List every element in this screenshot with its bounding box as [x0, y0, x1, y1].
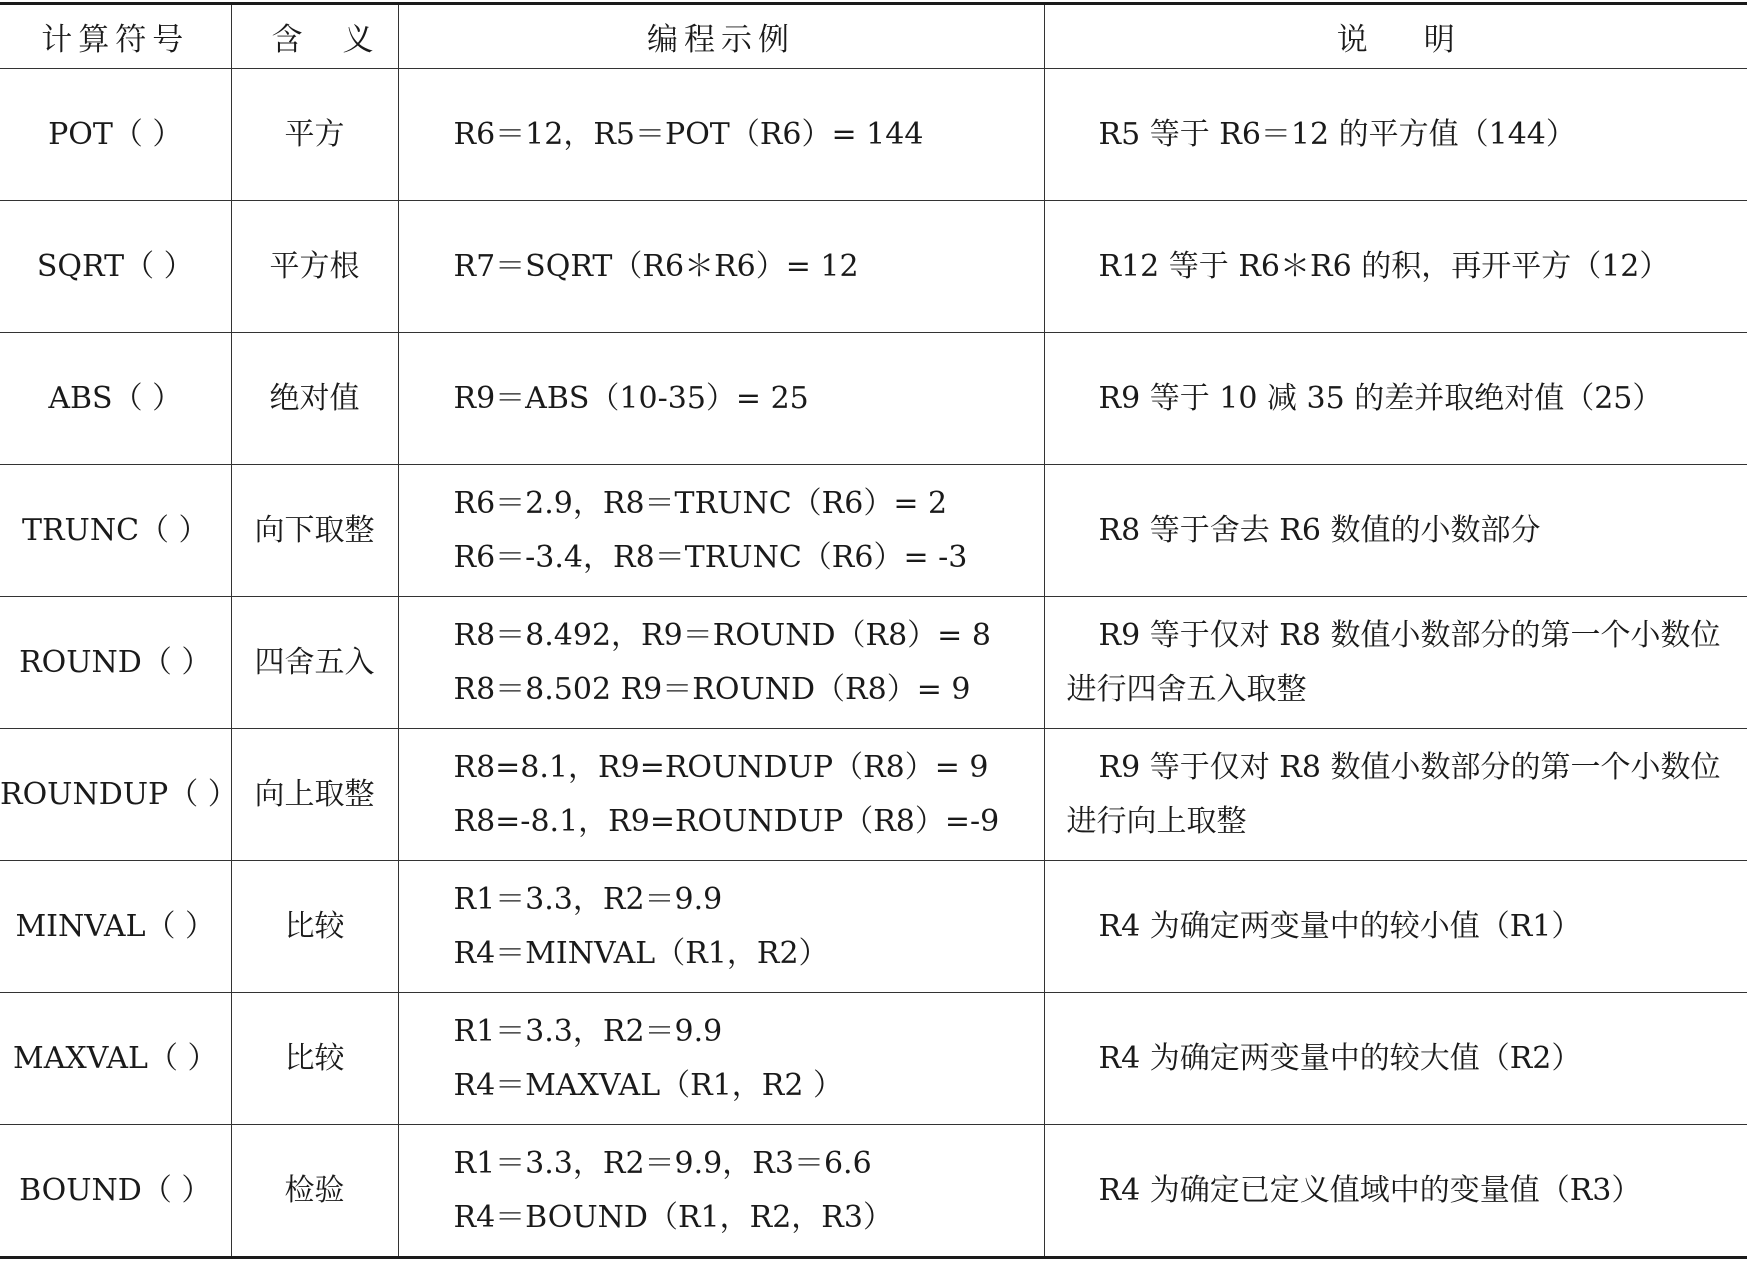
cell-symbol: ROUNDUP（ ）	[0, 729, 231, 861]
description-text: R5 等于 R6＝12 的平方值（144）	[1098, 116, 1576, 152]
cell-description	[1044, 201, 1747, 333]
example-line: R8＝8.502 R9＝ROUND（R8）= 9	[453, 671, 971, 707]
cell-meaning: 平方根	[231, 201, 398, 333]
description-text: R9 等于仅对 R8 数值小数部分的第一个小数位进行向上取整	[1066, 749, 1721, 839]
cell-description	[1044, 69, 1747, 201]
description-text: R9 等于仅对 R8 数值小数部分的第一个小数位进行四舍五入取整	[1066, 617, 1721, 707]
example-line: R6＝-3.4，R8＝TRUNC（R6）= -3	[453, 539, 968, 575]
description-text: R4 为确定两变量中的较大值（R2）	[1098, 1040, 1582, 1076]
cell-meaning: 比较	[231, 861, 398, 993]
cell-description	[1044, 597, 1747, 729]
cell-symbol: POT（ ）	[0, 69, 231, 201]
header-description: 说明	[1044, 4, 1747, 69]
arithmetic-functions-table	[0, 2, 1747, 1259]
cell-description	[1044, 1125, 1747, 1258]
cell-description	[1044, 993, 1747, 1125]
cell-symbol: BOUND（ ）	[0, 1125, 231, 1258]
cell-example	[398, 69, 1044, 201]
cell-description	[1044, 861, 1747, 993]
example-line: R1＝3.3，R2＝9.9，R3＝6.6	[453, 1145, 872, 1181]
cell-symbol: MAXVAL（ ）	[0, 993, 231, 1125]
example-line: R9＝ABS（10-35）= 25	[453, 380, 809, 416]
cell-meaning: 比较	[231, 993, 398, 1125]
cell-example	[398, 729, 1044, 861]
cell-symbol: MINVAL（ ）	[0, 861, 231, 993]
table-row	[0, 69, 1747, 201]
example-line: R8=8.1，R9=ROUNDUP（R8）= 9	[453, 749, 989, 785]
cell-meaning: 向下取整	[231, 465, 398, 597]
example-line: R1＝3.3，R2＝9.9	[453, 1013, 723, 1049]
table-row	[0, 465, 1747, 597]
example-line: R6＝2.9，R8＝TRUNC（R6）= 2	[453, 485, 948, 521]
cell-meaning: 检验	[231, 1125, 398, 1258]
table-row	[0, 729, 1747, 861]
header-meaning: 含义	[231, 4, 398, 69]
example-line: R8＝8.492，R9＝ROUND（R8）= 8	[453, 617, 991, 653]
cell-example	[398, 1125, 1044, 1258]
table-row	[0, 201, 1747, 333]
cell-symbol: TRUNC（ ）	[0, 465, 231, 597]
description-text: R8 等于舍去 R6 数值的小数部分	[1098, 512, 1541, 548]
cell-meaning: 向上取整	[231, 729, 398, 861]
header-row	[0, 4, 1747, 69]
cell-example	[398, 465, 1044, 597]
function-table-wrapper	[0, 2, 1747, 1259]
example-line: R1＝3.3，R2＝9.9	[453, 881, 723, 917]
table-row	[0, 993, 1747, 1125]
table-row	[0, 333, 1747, 465]
cell-example	[398, 333, 1044, 465]
cell-description	[1044, 465, 1747, 597]
cell-example	[398, 993, 1044, 1125]
cell-example	[398, 201, 1044, 333]
cell-meaning: 绝对值	[231, 333, 398, 465]
example-line: R4＝MINVAL（R1，R2）	[453, 935, 829, 971]
cell-meaning: 四舍五入	[231, 597, 398, 729]
header-example: 编程示例	[398, 4, 1044, 69]
example-line: R8=-8.1，R9=ROUNDUP（R8）=-9	[453, 803, 1000, 839]
cell-example	[398, 861, 1044, 993]
example-line: R6＝12，R5＝POT（R6）= 144	[453, 116, 924, 152]
cell-description	[1044, 333, 1747, 465]
description-text: R4 为确定已定义值域中的变量值（R3）	[1098, 1172, 1642, 1208]
cell-example	[398, 597, 1044, 729]
cell-meaning: 平方	[231, 69, 398, 201]
table-row	[0, 1125, 1747, 1258]
cell-symbol: SQRT（ ）	[0, 201, 231, 333]
table-row	[0, 861, 1747, 993]
example-line: R4＝MAXVAL（R1，R2 ）	[453, 1067, 844, 1103]
cell-symbol: ROUND（ ）	[0, 597, 231, 729]
description-text: R9 等于 10 减 35 的差并取绝对值（25）	[1098, 380, 1663, 416]
cell-symbol: ABS（ ）	[0, 333, 231, 465]
example-line: R7＝SQRT（R6＊R6）= 12	[453, 248, 859, 284]
cell-description	[1044, 729, 1747, 861]
table-row	[0, 597, 1747, 729]
description-text: R4 为确定两变量中的较小值（R1）	[1098, 908, 1582, 944]
description-text: R12 等于 R6＊R6 的积，再开平方（12）	[1098, 248, 1670, 284]
header-symbol: 计算符号	[0, 4, 231, 69]
example-line: R4＝BOUND（R1，R2，R3）	[453, 1199, 893, 1235]
table-body	[0, 69, 1747, 1258]
